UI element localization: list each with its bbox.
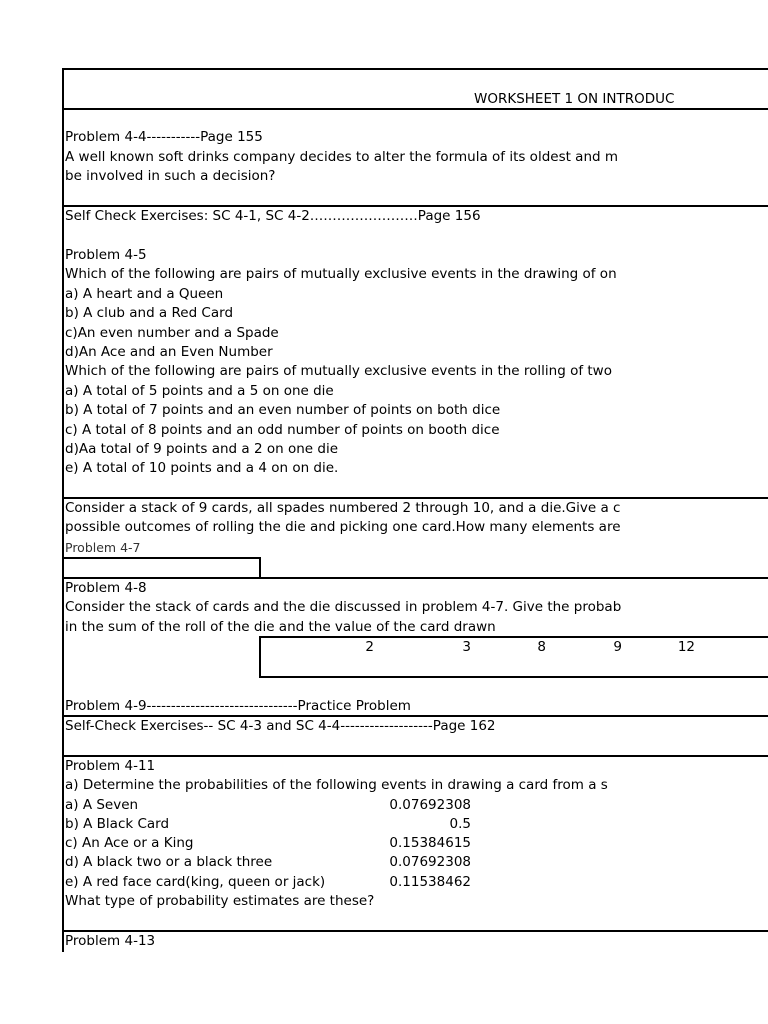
problem-4-5-heading: Problem 4-5	[65, 247, 147, 263]
problem-4-9-heading: Problem 4-9-------------------------------Practice Problem	[65, 698, 411, 714]
header-divider	[62, 108, 768, 110]
problem-4-5-dice-item: c) A total of 8 points and an odd number of points on booth dice	[65, 422, 500, 438]
problem-4-4-line1: A well known soft drinks company decides to alter the formula of its oldest and m	[65, 149, 619, 165]
stack-problem-line1: Consider a stack of 9 cards, all spades numbered 2 through 10, and a die.Give a c	[65, 500, 621, 516]
problem-4-4-heading: Problem 4-4-----------Page 155	[65, 129, 263, 145]
sum-value: 9	[613, 639, 622, 655]
probability-row-label: c) An Ace or a King	[65, 835, 194, 851]
stack-problem-line2: possible outcomes of rolling the die and picking one card.How many elements are	[65, 519, 621, 535]
sum-value: 8	[537, 639, 546, 655]
problem-4-5-dice-item: d)Aa total of 9 points and a 2 on one die	[65, 441, 339, 457]
probability-row-value: 0.07692308	[389, 854, 471, 870]
self-check-exercises-1: Self Check Exercises: SC 4-1, SC 4-2……………………Page 156	[65, 208, 481, 224]
probability-row-value: 0.15384615	[389, 835, 471, 851]
probability-row-value: 0.11538462	[389, 874, 471, 890]
problem-4-7-label: Problem 4-7	[65, 540, 141, 555]
frame-top-border	[62, 68, 768, 70]
probability-row-value: 0.5	[449, 816, 471, 832]
problem-4-4-line2: be involved in such a decision?	[65, 168, 276, 184]
problem-4-11-question: What type of probability estimates are these?	[65, 893, 375, 909]
problem-4-5-question2: Which of the following are pairs of mutually exclusive events in the rolling of two	[65, 363, 612, 379]
sum-value: 12	[677, 639, 695, 655]
problem-4-13-heading: Problem 4-13	[65, 933, 156, 949]
problem-4-5-item: d)An Ace and an Even Number	[65, 344, 273, 360]
problem-4-5-question1: Which of the following are pairs of mutually exclusive events in the drawing of on	[65, 266, 617, 282]
problem-4-5-dice-item: a) A total of 5 points and a 5 on one die	[65, 383, 334, 399]
frame-left-border	[62, 68, 64, 952]
cell-border	[259, 557, 261, 578]
section-divider	[62, 577, 768, 579]
sum-value: 3	[462, 639, 471, 655]
problem-4-11-intro: a) Determine the probabilities of the following events in drawing a card from a s	[65, 777, 608, 793]
self-check-exercises-2: Self-Check Exercises-- SC 4-3 and SC 4-4-------------------Page 162	[65, 718, 496, 734]
problem-4-8-heading: Problem 4-8	[65, 580, 147, 596]
problem-4-5-dice-item: b) A total of 7 points and an even number of points on both dice	[65, 402, 501, 418]
problem-4-5-item: a) A heart and a Queen	[65, 286, 224, 302]
problem-4-5-item: c)An even number and a Spade	[65, 325, 279, 341]
problem-4-8-line2: in the sum of the roll of the die and the value of the card drawn	[65, 619, 496, 635]
problem-4-8-line1: Consider the stack of cards and the die discussed in problem 4-7. Give the probab	[65, 599, 622, 615]
problem-4-5-dice-item: e) A total of 10 points and a 4 on on die.	[65, 460, 339, 476]
probability-row-label: e) A red face card(king, queen or jack)	[65, 874, 326, 890]
sum-table-left-border	[259, 636, 261, 678]
sum-value: 2	[365, 639, 374, 655]
sum-table-bottom-border	[259, 676, 768, 678]
section-divider	[62, 930, 768, 932]
problem-4-11-heading: Problem 4-11	[65, 758, 156, 774]
probability-row-label: b) A Black Card	[65, 816, 170, 832]
probability-row-value: 0.07692308	[389, 797, 471, 813]
probability-row-label: a) A Seven	[65, 797, 139, 813]
cell-border	[62, 557, 261, 559]
section-divider	[62, 755, 768, 757]
probability-row-label: d) A black two or a black three	[65, 854, 273, 870]
problem-4-5-item: b) A club and a Red Card	[65, 305, 234, 321]
worksheet-title: WORKSHEET 1 ON INTRODUC	[474, 91, 675, 107]
